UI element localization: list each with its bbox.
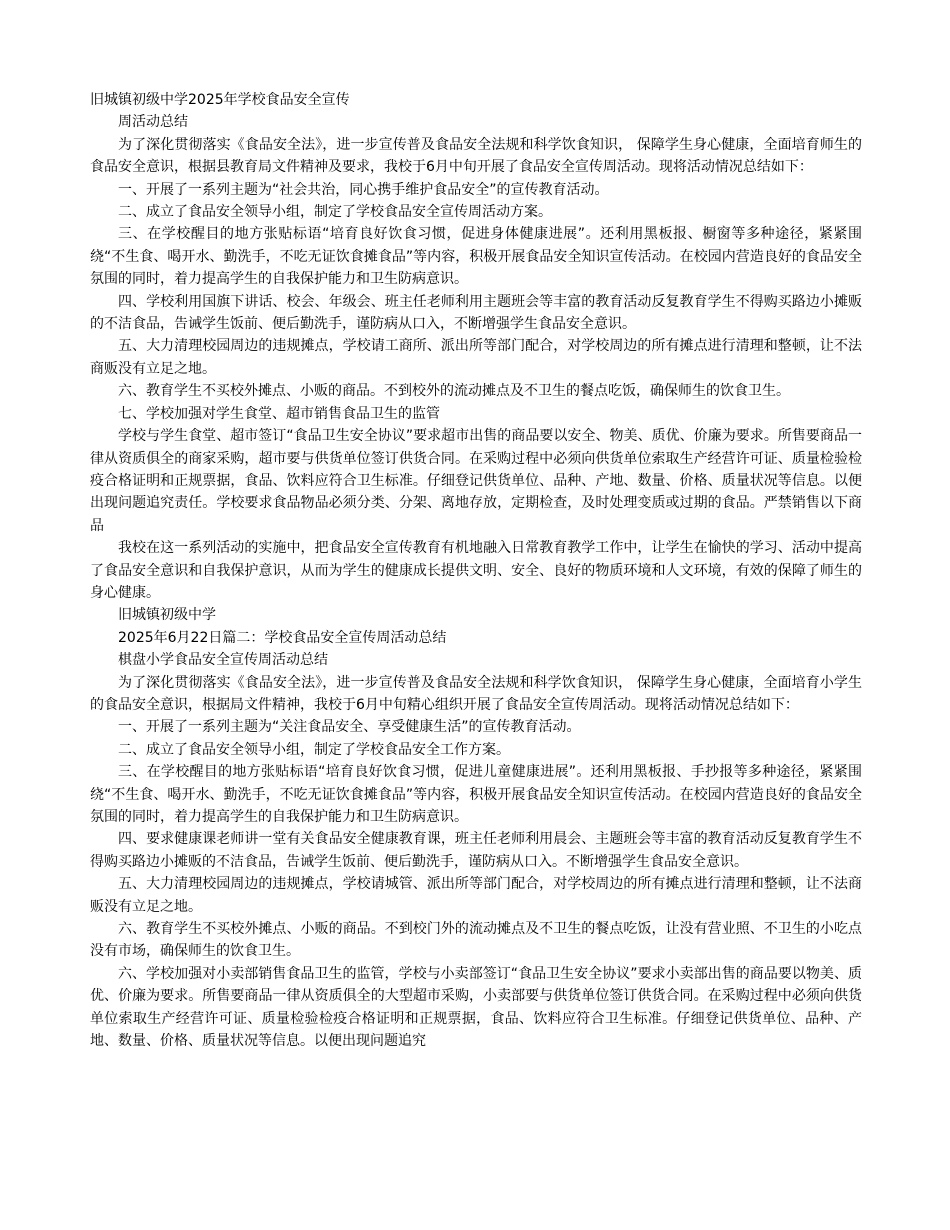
- paragraph: 二、成立了食品安全领导小组，制定了学校食品安全宣传周活动方案。: [118, 204, 552, 221]
- paragraph: 周活动总结: [118, 114, 188, 131]
- paragraph: 二、成立了食品安全领导小组，制定了学校食品安全工作方案。: [118, 741, 510, 758]
- paragraph: 六、学校加强对小卖部销售食品卫生的监管，学校与小卖部签订“食品卫生安全协议”要求小卖部出售的商品要以物美、质优、价廉为要求。所售要商品一律从资质俱全的大型超市采购，小卖部要与供货单位签订供货合同。在采购过程中必须向供货单位索取生产经营许可证、质量检验检疫合格证明和正规票据，食品、饮料应符合卫生标准。仔细登记供货单位、品种、产地、数量、价格、质量状况等信息。以便出现问题追究: [90, 965, 862, 1050]
- section-title: 棋盘小学食品安全宣传周活动总结: [118, 652, 328, 669]
- document-page: [90, 89, 862, 1052]
- paragraph: 三、在学校醒目的地方张贴标语“培育良好饮食习惯，促进身体健康进展”。还利用黑板报、橱窗等多种途径，紧紧围绕“不生食、喝开水、勤洗手，不吃无证饮食摊食品”等内容，积极开展食品安全知识宣传活动。在校园内营造良好的食品安全氛围的同时，着力提高学生的自我保护能力和卫生防病意识。: [90, 226, 862, 288]
- paragraph: 四、要求健康课老师讲一堂有关食品安全健康教育课，班主任老师利用晨会、主题班会等丰富的教育活动反复教育学生不得购买路边小摊贩的不洁食品，告诫学生饭前、便后勤洗手，谨防病从口入。不断增强学生食品安全意识。: [90, 831, 862, 870]
- paragraph: 五、大力清理校园周边的违规摊点，学校请工商所、派出所等部门配合，对学校周边的所有摊点进行清理和整顿，让不法商贩没有立足之地。: [90, 338, 862, 377]
- paragraph: 四、学校利用国旗下讲话、校会、年级会、班主任老师利用主题班会等丰富的教育活动反复教育学生不得购买路边小摊贩的不洁食品，告诫学生饭前、便后勤洗手，谨防病从口入，不断增强学生食品安全意识。: [90, 293, 862, 333]
- paragraph: 五、大力清理校园周边的违规摊点，学校请城管、派出所等部门配合，对学校周边的所有摊点进行清理和整顿，让不法商贩没有立足之地。: [90, 876, 862, 915]
- paragraph: 三、在学校醒目的地方张贴标语“培育良好饮食习惯，促进儿童健康进展”。还利用黑板报、手抄报等多种途径，紧紧围绕“不生食、喝开水、勤洗手，不吃无证饮食摊食品”等内容，积极开展食品安全知识宣传活动。在校园内营造良好的食品安全氛围的同时，着力提高学生的自我保护能力和卫生防病意识。: [90, 764, 862, 825]
- paragraph: 七、学校加强对学生食堂、超市销售食品卫生的监管: [118, 405, 440, 422]
- paragraph: 一、开展了一系列主题为“关注食品安全、享受健康生活”的宣传教育活动。: [118, 719, 581, 736]
- document-title: 旧城镇初级中学2025年学校食品安全宣传: [90, 92, 350, 108]
- paragraph: 六、教育学生不买校外摊点、小贩的商品。不到校外的流动摊点及不卫生的餐点吃饭，确保师生的饮食卫生。: [118, 383, 790, 400]
- signature-school: 旧城镇初级中学: [118, 607, 216, 624]
- paragraph: 六、教育学生不买校外摊点、小贩的商品。不到校门外的流动摊点及不卫生的餐点吃饭，让没有营业照、不卫生的小吃点没有市场，确保师生的饮食卫生。: [90, 921, 862, 960]
- paragraph: 学校与学生食堂、超市签订“食品卫生安全协议”要求超市出售的商品要以安全、物美、质优、价廉为要求。所售要商品一律从资质俱全的商家采购，超市要与供货单位签订供货合同。在采购过程中必须向供货单位索取生产经营许可证、质量检验检疫合格证明和正规票据，食品、饮料应符合卫生标准。仔细登记供货单位、品种、产地、数量、价格、质量状况等信息。以便出现问题追究责任。学校要求食品物品必须分类、分架、离地存放，定期检查，及时处理变质或过期的食品。严禁销售以下商品: [90, 428, 862, 534]
- paragraph: 为了深化贯彻落实《食品安全法》，进一步宣传普及食品安全法规和科学饮食知识， 保障学生身心健康，全面培育小学生的食品安全意识，根据局文件精神，我校于6月中旬精心组织开展了食品安全宣传周活动。现将活动情况总结如下：: [90, 674, 862, 713]
- signature-date: 2025年6月22日篇二：学校食品安全宣传周活动总结: [118, 629, 447, 646]
- paragraph: 我校在这一系列活动的实施中，把食品安全宣传教育有机地融入日常教育教学工作中，让学生在愉快的学习、活动中提高了食品安全意识和自我保护意识，从而为学生的健康成长提供文明、安全、良好的物质环境和人文环境，有效的保障了师生的身心健康。: [90, 540, 862, 601]
- paragraph: 一、开展了一系列主题为“社会共治，同心携手维护食品安全”的宣传教育活动。: [118, 181, 609, 198]
- paragraph: 为了深化贯彻落实《食品安全法》，进一步宣传普及食品安全法规和科学饮食知识， 保障学生身心健康，全面培育师生的食品安全意识，根据县教育局文件精神及要求，我校于6月中旬开展了食品安全宣传周活动。现将活动情况总结如下：: [90, 136, 862, 176]
